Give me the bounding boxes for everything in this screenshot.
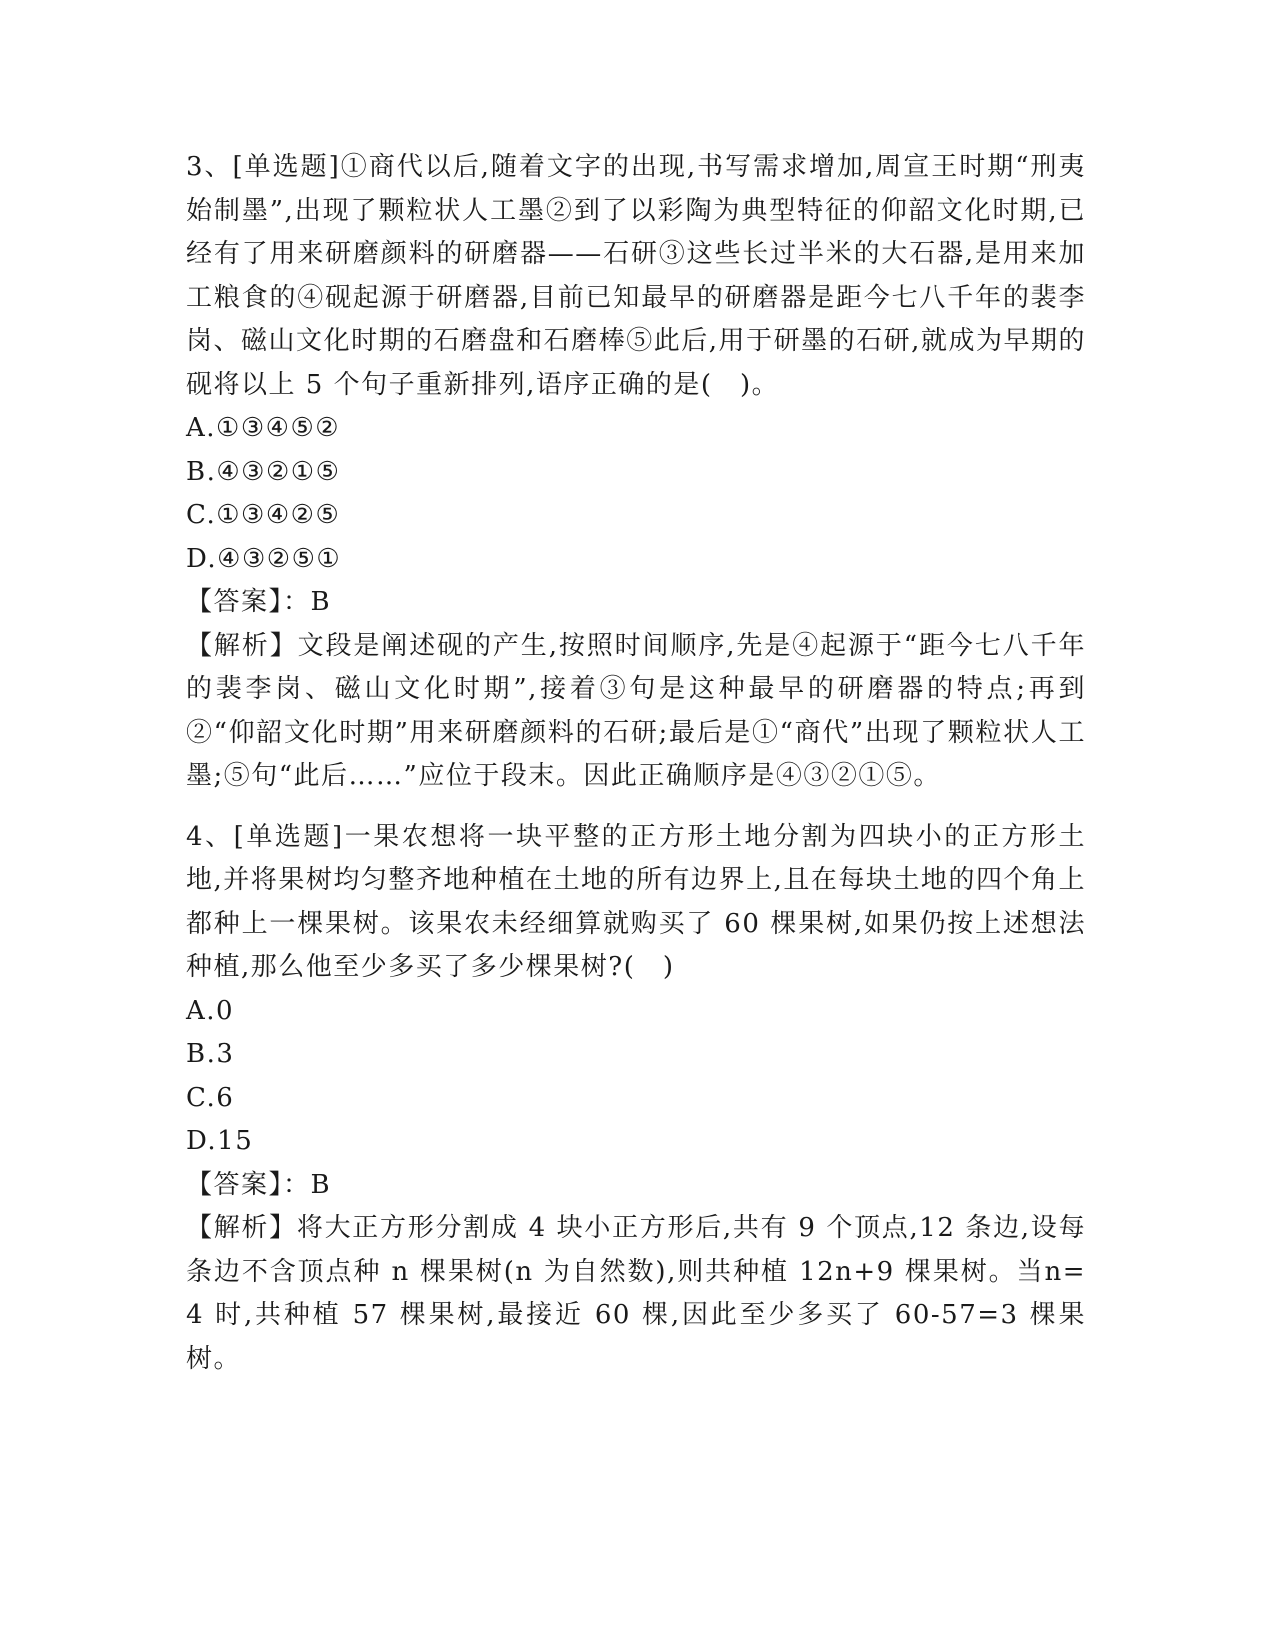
question-spacer [186,799,1086,816]
question-stem: 3、[单选题]①商代以后,随着文字的出现,书写需求增加,周宣王时期“刑夷始制墨”,出现了颗粒状人工墨②到了以彩陶为典型特征的仰韶文化时期,已经有了用来研磨颜料的研磨器——石研③这些长过半米的大石器,是用来加工粮食的④砚起源于研磨器,目前已知最早的研磨器是距今七八千年的裴李岗、磁山文化时期的石磨盘和石磨棒⑤此后,用于研墨的石研,就成为早期的砚将以上 5 个句子重新排列,语序正确的是( )。 [186,152,1086,400]
answer-line: 【答案】：B [186,587,332,617]
option-d: D.15 [186,1126,254,1156]
option-a: A.0 [186,995,235,1026]
option-b: B.3 [186,1039,235,1069]
question-3 [186,146,1086,799]
question-4 [186,816,1086,1382]
analysis-paragraph: 【解析】文段是阐述砚的产生,按照时间顺序,先是④起源于“距今七八千年的裴李岗、磁山文化时期”,接着③句是这种最早的研磨器的特点;再到②“仰韶文化时期”用来研磨颜料的石研;最后是①“商代”出现了颗粒状人工墨;⑤句“此后……”应位于段末。因此正确顺序是④③②①⑤。 [186,630,1086,791]
option-a: A.①③④⑤② [186,413,341,443]
question-stem: 4、[单选题]一果农想将一块平整的正方形土地分割为四块小的正方形土地,并将果树均匀整齐地种植在土地的所有边界上,且在每块土地的四个角上都种上一棵果树。该果农未经细算就购买了 60 棵果树,如果仍按上述想法种植,那么他至少多买了多少棵果树?( ) [186,821,1086,982]
option-c: C.①③④②⑤ [186,500,341,530]
option-b: B.④③②①⑤ [186,456,341,487]
option-d: D.④③②⑤① [186,543,342,574]
option-c: C.6 [186,1082,235,1113]
analysis-paragraph: 【解析】将大正方形分割成 4 块小正方形后,共有 9 个顶点,12 条边,设每条边不含顶点种 n 棵果树(n 为自然数),则共种植 12n+9 棵果树。当n=4 时,共种植 57 棵果树,最接近 60 棵,因此至少多买了 60-57=3 棵果树。 [186,1213,1086,1374]
document-page [186,146,1086,1381]
answer-line: 【答案】：B [186,1169,332,1200]
